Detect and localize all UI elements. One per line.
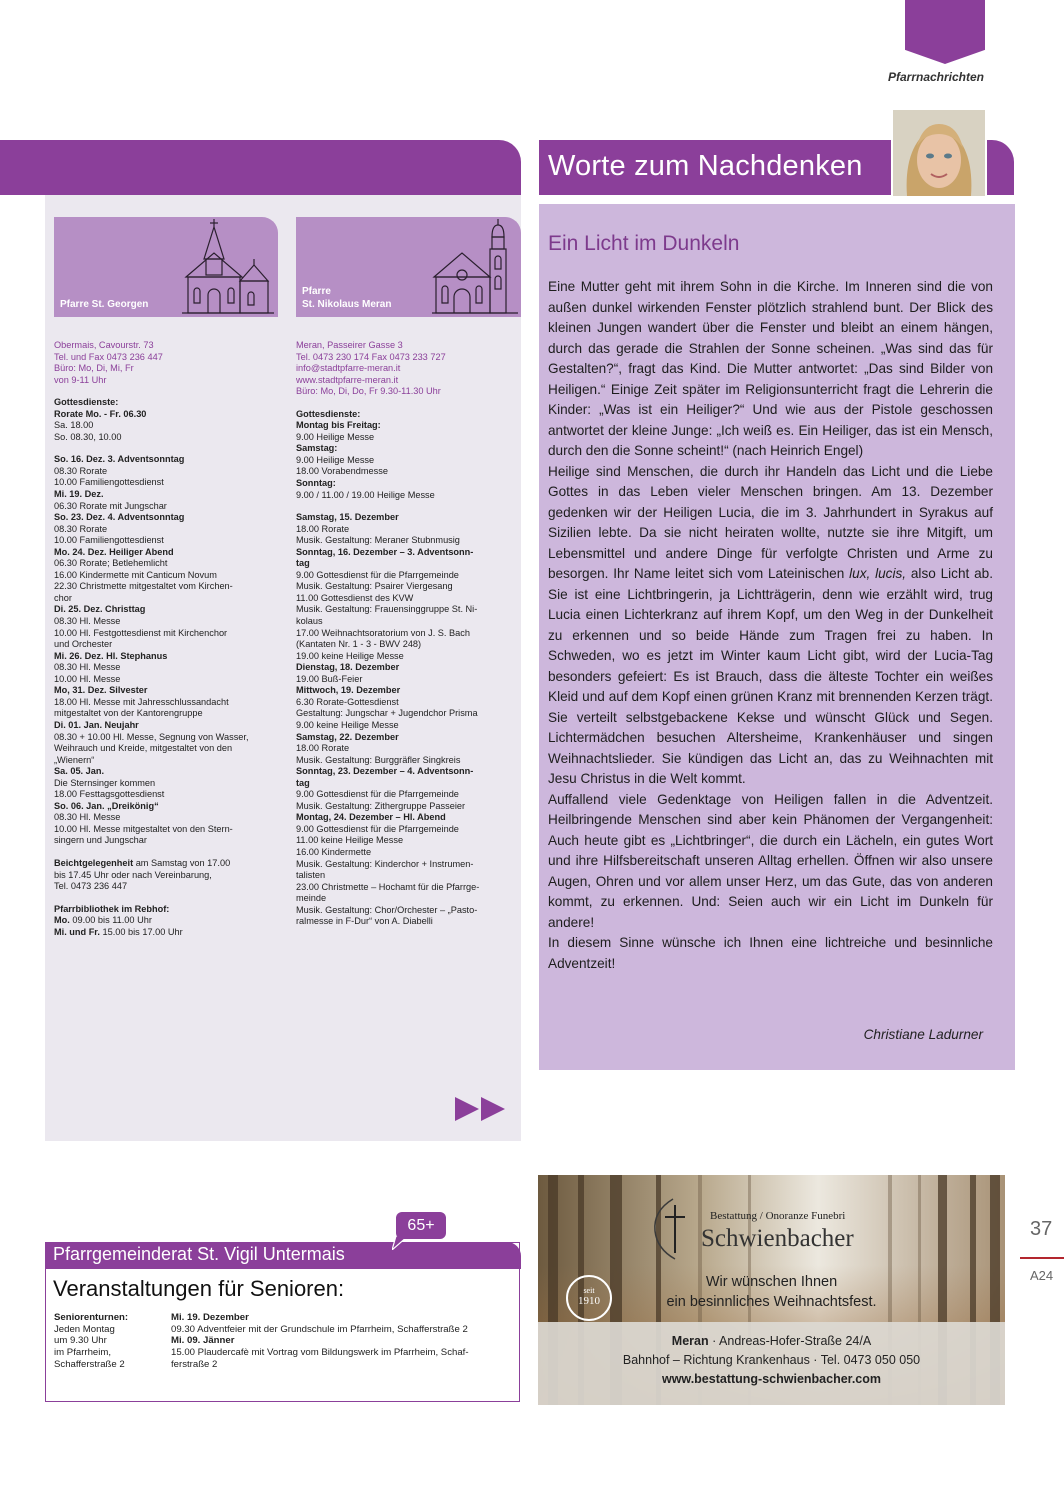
schedule-line: Sa. 05. Jan. <box>54 766 105 777</box>
schedule-line: Rorate Mo. - Fr. 06.30 <box>54 408 147 419</box>
senior-gymnastics <box>54 1312 164 1371</box>
schedule-line: So. 08.30, 10.00 <box>54 431 122 442</box>
ad-greeting-line2: ein besinnliches Weihnachtsfest. <box>666 1294 877 1310</box>
schedule-line: Beichtgelegenheit am Samstag von 17.00 <box>54 857 231 868</box>
schedule-line: Sonntag, 23. Dezember – 4. Adventsonn- <box>296 766 474 777</box>
schedule-line: 08.30 Hl. Messe <box>54 662 121 673</box>
contact-line: von 9-11 Uhr <box>54 374 107 385</box>
schedule-line: 6.30 Rorate-Gottesdienst <box>296 696 399 707</box>
article-latin-term: lux, lucis, <box>849 566 907 581</box>
schedule-line: ralmesse in F-Dur“ von A. Diabelli <box>296 916 433 927</box>
church-st-nikolaus-icon <box>432 219 518 315</box>
schedule-line: Mo. 24. Dez. Heiliger Abend <box>54 546 174 557</box>
schedule-line: chor <box>54 592 72 603</box>
ad-seal-year: 1910 <box>578 1295 600 1307</box>
schedule-line: Musik. Gestaltung: Meraner Stubnmusig <box>296 535 460 546</box>
author-portrait <box>891 108 987 198</box>
parish-name-st-georgen: Pfarre St. Georgen <box>60 299 149 310</box>
senior-line: 09.30 Adventfeier mit der Grundschule im Pfarrheim, Schafferstraße 2 <box>171 1323 468 1335</box>
schedule-line: Di. 01. Jan. Neujahr <box>54 719 139 730</box>
ad-seal-label: seit <box>583 1286 595 1295</box>
schedule-line: 08.30 Hl. Messe <box>54 812 121 823</box>
article-title: Ein Licht im Dunkeln <box>548 232 740 255</box>
right-header-title: Worte zum Nachdenken <box>548 150 863 182</box>
page-code: A24 <box>1030 1268 1054 1283</box>
schedule-line: 08.30 + 10.00 Hl. Messe, Segnung von Wasser, <box>54 731 249 742</box>
page-number: 37 <box>1030 1218 1053 1240</box>
cross-icon <box>649 1197 689 1261</box>
schedule-line: Di. 25. Dez. Christtag <box>54 604 146 615</box>
schedule-line: Mi. 19. Dez. <box>54 489 104 500</box>
section-tab <box>905 0 985 64</box>
st-georgen-schedule <box>54 340 279 938</box>
schedule-line: 10.00 Familiengottesdienst <box>54 477 164 488</box>
schedule-line: Weihrauch und Kreide, mitgestaltet von den <box>54 743 233 754</box>
contact-line: www.stadtpfarre-meran.it <box>296 374 399 385</box>
schedule-line: So. 23. Dez. 4. Adventsonntag <box>54 512 185 523</box>
schedule-line: Mi. und Fr. 15.00 bis 17.00 Uhr <box>54 926 183 937</box>
article-paragraph: In diesem Sinne wünsche ich Ihnen eine lichtreiche und besinnliche Adventzeit! <box>548 935 993 971</box>
schedule-line: 18.00 Festtagsgottesdienst <box>54 789 165 800</box>
schedule-line <box>296 501 520 512</box>
schedule-line: Musik. Gestaltung: Kinderchor + Instrumen- <box>296 858 474 869</box>
parish-name-line2: St. Nikolaus Meran <box>302 299 392 310</box>
ad-directions-phone: Bahnhof – Richtung Krankenhaus · Tel. 0473 050 050 <box>622 1353 921 1367</box>
parish-card-st-georgen <box>54 217 278 317</box>
ad-brand: Schwienbacher <box>701 1225 854 1252</box>
schedule-line: 9.00 Gottesdienst für die Pfarrgemeinde <box>296 823 459 834</box>
age-badge: 65+ <box>396 1212 446 1239</box>
senior-line: Seniorenturnen: <box>54 1312 129 1323</box>
schedule-line: Die Sternsinger kommen <box>54 777 156 788</box>
contact-line: info@stadtpfarre-meran.it <box>296 363 401 374</box>
contact-line: Tel. 0473 230 174 Fax 0473 233 727 <box>296 351 446 362</box>
schedule-line: und Orchester <box>54 639 113 650</box>
page-number-divider <box>1020 1257 1064 1259</box>
schedule-line: Sonntag: <box>296 478 336 489</box>
schedule-line: 23.00 Christmette – Hochamt für die Pfarrge- <box>296 881 480 892</box>
senior-line: Jeden Montag <box>54 1323 115 1335</box>
schedule-line: Sonntag, 16. Dezember – 3. Adventsonn- <box>296 546 474 557</box>
schedule-line: Mi. 26. Dez. Hl. Stephanus <box>54 650 168 661</box>
schedule-line: mitgestaltet von der Kantorengruppe <box>54 708 203 719</box>
portrait-image <box>893 110 985 196</box>
schedule-line: 11.00 keine Heilige Messe <box>296 835 404 846</box>
article-paragraph <box>548 462 993 790</box>
schedule-line: Samstag: <box>296 443 338 454</box>
schedule-line: 08.30 Rorate <box>54 523 108 534</box>
senior-line: Mi. 09. Jänner <box>171 1335 235 1347</box>
senior-line: im Pfarrheim, <box>54 1347 112 1359</box>
contact-line: Tel. und Fax 0473 236 447 <box>54 351 163 362</box>
schedule-line: 18.00 Hl. Messe mit Jahresschlussandacht <box>54 696 229 707</box>
schedule-line: 9.00 Gottesdienst für die Pfarrgemeinde <box>296 569 459 580</box>
schedule-line: Musik. Gestaltung: Burggräfler Singkreis <box>296 754 461 765</box>
schedule-line: 17.00 Weihnachtsoratorium von J. S. Bach <box>296 627 470 638</box>
senior-line: Schafferstraße 2 <box>54 1358 125 1370</box>
schedule-line: „Wienern“ <box>54 754 95 765</box>
schedule-line: tag <box>296 777 310 788</box>
section-label: Pfarrnachrichten <box>887 70 984 84</box>
schedule-line: (Kantaten Nr. 1 - 3 - BWV 248) <box>296 639 422 650</box>
schedule-line: tag <box>296 558 310 569</box>
schedule-line: Gottesdienste: <box>54 397 119 408</box>
schedule-line: 9.00 Heilige Messe <box>296 431 375 442</box>
schedule-line: 10.00 Hl. Messe <box>54 673 121 684</box>
senior-title: Veranstaltungen für Senioren: <box>53 1276 345 1301</box>
schedule-line <box>54 443 279 454</box>
senior-line: ferstraße 2 <box>171 1358 218 1370</box>
schedule-line: 18.00 Rorate <box>296 523 350 534</box>
schedule-line <box>54 847 279 858</box>
funeral-advertisement <box>538 1175 1005 1405</box>
ad-tagline: Bestattung / Onoranze Funebri <box>710 1210 846 1222</box>
schedule-line: 9.00 Heilige Messe <box>296 454 375 465</box>
parish-name-st-nikolaus <box>302 285 391 311</box>
schedule-line: Mittwoch, 19. Dezember <box>296 685 401 696</box>
continue-arrows-icon <box>455 1097 507 1121</box>
schedule-line: singern und Jungschar <box>54 835 147 846</box>
contact-line: Büro: Mo, Di, Do, Fr 9.30-11.30 Uhr <box>296 386 441 397</box>
schedule-line: talisten <box>296 870 326 881</box>
article-paragraph: Auffallend viele Gedenktage von Heiligen fallen in die Adventzeit. Heilbringende Menschen sind aber kein Phänomen der Vergangenheit: Auch heute gibt es „Lichtbringer“, die durch ein Lächeln, ein gutes Wort und ihre Hilfsbereitschaft unseren Alltag erhellen. Öffnen wir also unsere Augen, Ohren und vor allem unser Herz, um das Gute, das von anderen kommt, zu erkennen. Und: Seien auch wir ein Licht im Dunkeln für andere! <box>548 791 993 930</box>
contact-line: Meran, Passeirer Gasse 3 <box>296 340 403 350</box>
st-georgen-contact <box>54 340 279 386</box>
st-georgen-services <box>54 397 279 938</box>
schedule-line: Gottesdienste: <box>296 408 361 419</box>
contact-line: Büro: Mo, Di, Mi, Fr <box>54 363 134 374</box>
schedule-line: Samstag, 22. Dezember <box>296 731 399 742</box>
schedule-line: Musik. Gestaltung: Chor/Orchester – „Pasto- <box>296 904 478 915</box>
ad-seal-icon <box>566 1275 612 1321</box>
church-st-georgen-icon <box>182 219 274 315</box>
schedule-line: 08.30 Rorate <box>54 465 108 476</box>
senior-header-title: Pfarrgemeinderat St. Vigil Untermais <box>53 1244 345 1264</box>
senior-line: um 9.30 Uhr <box>54 1335 107 1347</box>
schedule-line: 18.00 Vorabendmesse <box>296 466 388 477</box>
article-paragraph: Eine Mutter geht mit ihrem Sohn in die Kirche. Im Inneren sind die von außen dunkel wirkenden Fenster plötzlich strahlend bunt. Der Blick des kleinen Jungen wandert über die Fenster und bleibt an einem hängen, durch das gerade die Strahlen der Sonne scheinen. „Was sind das für Gestalten?“, fragt das Kind. Die Mutter antwortet: „Das sind Bilder von Heiligen.“ Einige Zeit später im Religionsunterricht fragt die Lehrerin die Kinder: „Was ist ein Heiliger?“ Und wie aus der Pistole geschossen antwortet der kleine Junge: „Ich weiß es. Ein Heiliger, das ist ein Mensch, durch den die Sonne scheint!“ (nach Heinrich Engel) <box>548 279 993 458</box>
schedule-line: Dienstag, 18. Dezember <box>296 662 400 673</box>
ad-address: · Andreas-Hofer-Straße 24/A <box>708 1334 872 1348</box>
ad-website: www.bestattung-schwienbacher.com <box>661 1372 882 1386</box>
schedule-line: kolaus <box>296 616 323 627</box>
schedule-line: Tel. 0473 236 447 <box>54 881 128 892</box>
schedule-line: 9.00 / 11.00 / 19.00 Heilige Messe <box>296 489 435 500</box>
schedule-line: So. 06. Jan. „Dreikönig“ <box>54 800 159 811</box>
article-text: also Licht ab. Sie ist eine Lichtbringerin, ja Lichtträgerin, denn wie erzählt wird, trug Lucia einen Lichterkranz auf ihrem Kopf, um den Weg in der Dunkelheit zu erkennen und so beide Hände zum Tragen frei zu haben. In Schweden, wo es jetzt im Winter kaum Licht gibt, wird der Lucia-Tag besonders gefeiert: Es ist Brauch, dass die älteste Tochter ein weißes Kleid und auf dem Kopf einen grünen Kranz mit brennenden Kerzen trägt. Sie verteilt selbstgebackene Kekse und wünscht Glück und Segen. Lichtermädchen besuchen Altersheime, Krankenhäuser und singen Weihnachtslieder. Sie kündigen das Licht an, das zu Weihnachten mit Jesu Christus in die Welt kommt. <box>548 566 994 786</box>
st-nikolaus-services <box>296 409 520 928</box>
schedule-line <box>54 893 279 904</box>
schedule-line: 10.00 Hl. Messe mitgestaltet von den Stern- <box>54 823 233 834</box>
schedule-line: 19.00 Buß-Feier <box>296 673 363 684</box>
schedule-line: Musik. Gestaltung: Psairer Viergesang <box>296 581 453 592</box>
schedule-line: 9.00 Gottesdienst für die Pfarrgemeinde <box>296 789 459 800</box>
schedule-line: Musik. Gestaltung: Frauensinggruppe St. Ni- <box>296 604 478 615</box>
schedule-line: 10.00 Familiengottesdienst <box>54 535 164 546</box>
ad-city: Meran <box>671 1334 709 1348</box>
schedule-line: Pfarrbibliothek im Rebhof: <box>54 903 170 914</box>
st-nikolaus-contact <box>296 340 520 398</box>
parish-card-st-nikolaus <box>296 217 521 317</box>
schedule-line: Musik. Gestaltung: Zithergruppe Passeier <box>296 800 466 811</box>
schedule-line: Samstag, 15. Dezember <box>296 512 399 523</box>
schedule-line: 06.30 Rorate; Betlehemlicht <box>54 558 168 569</box>
senior-dates <box>171 1312 516 1371</box>
schedule-line: Mo. 09.00 bis 11.00 Uhr <box>54 915 152 926</box>
schedule-line: 08.30 Hl. Messe <box>54 616 121 627</box>
schedule-line: 06.30 Rorate mit Jungschar <box>54 500 167 511</box>
schedule-line: 9.00 keine Heilige Messe <box>296 719 399 730</box>
article-body <box>548 277 993 974</box>
schedule-line: So. 16. Dez. 3. Adventsonntag <box>54 454 185 465</box>
ad-address-block <box>538 1332 1005 1389</box>
contact-line: Obermais, Cavourstr. 73 <box>54 340 154 350</box>
senior-line: 15.00 Plaudercafè mit Vortrag vom Bildungswerk im Pfarrheim, Schaf- <box>171 1347 469 1359</box>
schedule-line: Mo, 31. Dez. Silvester <box>54 685 148 696</box>
schedule-line: Montag, 24. Dezember – Hl. Abend <box>296 812 446 823</box>
st-nikolaus-schedule <box>296 340 520 928</box>
schedule-line: Gestaltung: Jungschar + Jugendchor Prisma <box>296 708 478 719</box>
schedule-line: bis 17.45 Uhr oder nach Vereinbarung, <box>54 869 212 880</box>
schedule-line: meinde <box>296 893 327 904</box>
schedule-line: Montag bis Freitag: <box>296 420 381 431</box>
schedule-line: 19.00 keine Heilige Messe <box>296 650 404 661</box>
schedule-line: 18.00 Rorate <box>296 743 350 754</box>
schedule-line: 16.00 Kindermette mit Canticum Novum <box>54 569 217 580</box>
article-text: Heilige sind Menschen, die durch ihr Handeln das Licht und die Liebe Gottes in das Leben vieler Menschen bringen. Am 13. Dezember gedenken wir der Heiligen Lucia, die im 3. Jahrhundert in Syrakus auf Sizilien lebte. Da sie nicht heiraten wollte, nutzte sie ihre Mitgift, um Lebensmittel und andere Dinge für verfolgte Christen und Arme zu besorgen. Ihr Name leitet sich vom Lateinischen <box>548 463 993 581</box>
schedule-line: 22.30 Christmette mitgestaltet vom Kirchen- <box>54 581 233 592</box>
left-header-band <box>0 140 521 195</box>
schedule-line: 10.00 Hl. Festgottesdienst mit Kirchenchor <box>54 627 228 638</box>
senior-line: Mi. 19. Dezember <box>171 1312 249 1323</box>
article-author: Christiane Ladurner <box>863 1027 983 1042</box>
schedule-line: 11.00 Gottesdienst des KVW <box>296 592 414 603</box>
parish-name-line1: Pfarre <box>302 286 331 297</box>
schedule-line: 16.00 Kindermette <box>296 846 372 857</box>
ad-greeting-line1: Wir wünschen Ihnen <box>705 1274 838 1290</box>
schedule-line: Sa. 18.00 <box>54 420 94 431</box>
